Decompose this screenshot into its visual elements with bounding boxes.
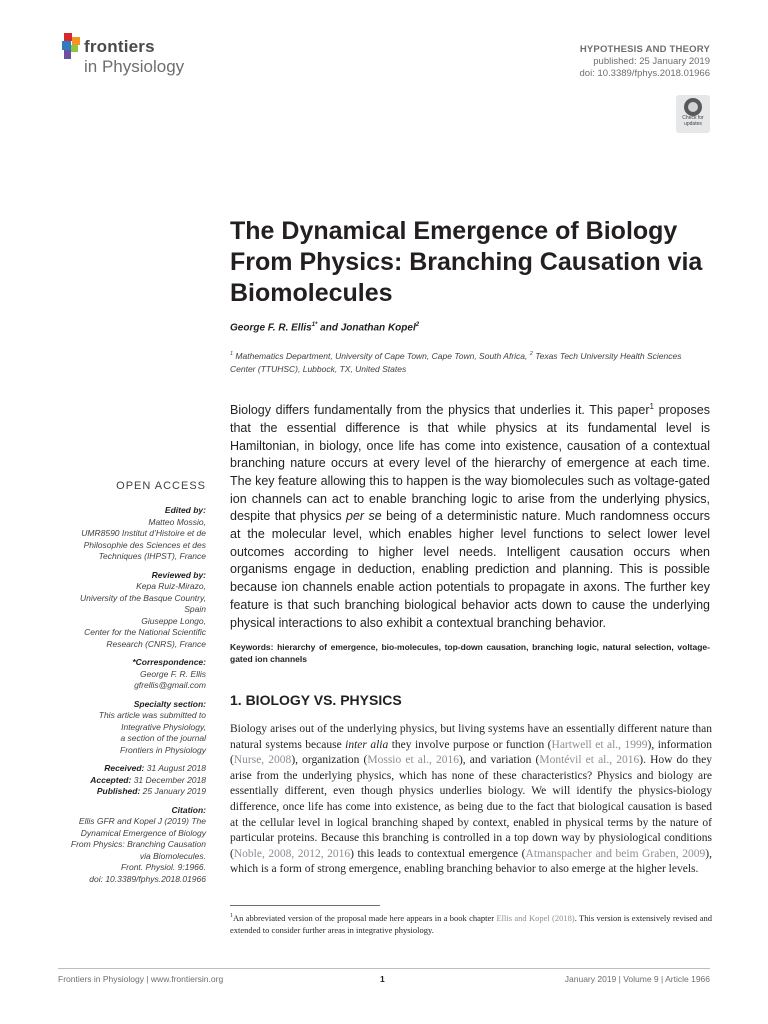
footnote-marker: 1: [230, 913, 233, 919]
specialty-line: This article was submitted to: [98, 710, 206, 720]
check-for-updates-badge[interactable]: [676, 95, 710, 133]
abstract-emphasis: per se: [346, 509, 382, 524]
reviewer-line: Kepa Ruiz-Mirazo,: [136, 581, 206, 591]
specialty-line: Integrative Physiology,: [121, 721, 206, 732]
page-number: 1: [380, 974, 385, 984]
editor-line: Matteo Mossio,: [148, 516, 206, 527]
abstract-text: being of a deterministic nature. Much randomness occurs at the molecular level, which enables higher level functions to select lower level outcomes according to higher level needs. Intelligent causation occurs when organisms engage in deduction, enabling prediction and planning. This is possible because ion channels enable action potentials to propagate in axons. The further key feature is that such branching biological behavior acts down to cause the underlying physical interactions to also exhibit a contextual branching behavior.: [230, 509, 711, 630]
citation-line: From Physics: Branching Causation: [70, 839, 206, 849]
author-list: [230, 322, 419, 333]
received-date: [48, 763, 206, 775]
citation-link[interactable]: Atmanspacher and beim Graben, 2009: [525, 847, 706, 860]
citation-link[interactable]: Ellis and Kopel (2018): [496, 912, 575, 923]
reviewer-line: Center for the National Scientific: [84, 627, 206, 637]
citation-label: Citation:: [171, 804, 206, 815]
reviewed-by-label: Reviewed by:: [151, 569, 206, 580]
specialty-line: a section of the journal: [120, 733, 206, 743]
citation-link[interactable]: Mossio et al., 2016: [367, 754, 459, 767]
journal-logo[interactable]: [58, 33, 198, 83]
citation-doi[interactable]: doi: 10.3389/fphys.2018.01966: [89, 873, 206, 884]
received-value: 31 August 2018: [144, 763, 206, 773]
reviewer-line: University of the Basque Country,: [80, 592, 206, 603]
check-for-updates-label: Check for updates: [682, 115, 704, 127]
reviewer-line: Spain: [184, 604, 206, 614]
correspondence-name: George F. R. Ellis: [140, 668, 206, 679]
section-body: [230, 722, 712, 878]
footnote-reference[interactable]: 1: [649, 402, 654, 411]
abstract-text: proposes that the essential difference is that while physics at its fundamental level is Hamiltonian, in biology, once life has come into existence, causation of a contextual branching nature occurs at every level of the hierarchy of emergence at each time. The key feature allowing this to happen is the way biomolecules such as voltage-gated ion channels can act to enable branching logic to arise from the underlying physics, despite that physics: [230, 403, 710, 524]
footnote-divider: [230, 905, 380, 906]
article-meta-header: [580, 44, 710, 80]
check-for-updates-icon: [684, 98, 702, 116]
body-emphasis: inter alia: [345, 738, 389, 751]
dates-block: [48, 763, 206, 798]
article-title: The Dynamical Emergence of Biology From Physics: Branching Causation via Biomolecules: [230, 217, 703, 307]
citation-line: via Biomolecules.: [139, 850, 206, 861]
footer-divider: [58, 968, 710, 969]
correspondence-email[interactable]: gfrellis@gmail.com: [134, 680, 206, 690]
editor-line: Philosophie des Sciences et des: [83, 539, 206, 550]
footnote: [230, 910, 712, 936]
correspondence-block: [48, 657, 206, 692]
body-text: Biology arises out of the underlying physics, but living systems have an essentially different nature than natural systems because: [230, 723, 712, 751]
specialty-section-label: Specialty section:: [133, 698, 206, 709]
published-date-sidebar: [48, 786, 206, 798]
frontiers-logo-icon: [58, 33, 82, 63]
author-name[interactable]: Jonathan Kopel: [340, 322, 416, 334]
affiliation-marker: 2: [529, 351, 533, 357]
reviewer-line: Research (CNRS), France: [106, 638, 206, 649]
footnote-text: . This version is extensively revised and extended to consider further areas in integrative physiology.: [230, 912, 712, 935]
citation-line: Front. Physiol. 9:1966.: [120, 862, 206, 872]
citation-link[interactable]: Nurse, 2008: [233, 754, 292, 767]
logo-text-frontiers: frontiers: [84, 37, 155, 56]
author-affiliation-marker: 1*: [311, 322, 318, 328]
citation-line: Dynamical Emergence of Biology: [80, 827, 206, 838]
specialty-line: Frontiers in Physiology: [120, 744, 206, 755]
author-name[interactable]: George F. R. Ellis: [230, 322, 312, 334]
edited-by-label: Edited by:: [164, 505, 206, 515]
accepted-date: [48, 775, 206, 787]
abstract-text: Biology differs fundamentally from the physics that underlies it. This paper: [230, 403, 650, 418]
citation-link[interactable]: Noble, 2008, 2012, 2016: [233, 847, 351, 860]
edited-by-block: [48, 505, 206, 563]
citation-line: Ellis GFR and Kopel J (2019) The: [78, 816, 206, 826]
author-separator: and: [317, 322, 341, 334]
affiliations: [230, 348, 700, 376]
article-doi[interactable]: doi: 10.3389/fphys.2018.01966: [579, 68, 710, 79]
footnote-text: An abbreviated version of the proposal made here appears in a book chapter: [233, 912, 497, 923]
footer-journal-link[interactable]: Frontiers in Physiology | www.frontiersin.org: [58, 974, 224, 984]
body-text: ), information (: [230, 738, 712, 767]
published-label: Published:: [96, 786, 141, 796]
editor-line: Techniques (IHPST), France: [98, 551, 206, 561]
reviewed-by-block: [48, 570, 206, 651]
citation-block: [48, 805, 206, 886]
article-type: HYPOTHESIS AND THEORY: [579, 44, 710, 55]
author-affiliation-marker: 2: [415, 322, 420, 328]
body-text: they involve purpose or function (: [388, 738, 552, 751]
affiliation-marker: 1: [230, 351, 234, 357]
body-text: ) this leads to contextual emergence (: [350, 847, 526, 860]
citation-link[interactable]: Montévil et al., 2016: [539, 754, 640, 767]
open-access-label: OPEN ACCESS: [116, 480, 206, 492]
section-heading: 1. BIOLOGY VS. PHYSICS: [230, 692, 402, 708]
body-text: ), organization (: [291, 754, 368, 767]
citation-link[interactable]: Hartwell et al., 1999: [551, 738, 648, 751]
abstract: [230, 398, 710, 632]
keywords: Keywords: hierarchy of emergence, bio-molecules, top-down causation, branching logic, natural selection, voltage-gated ion channels: [230, 642, 710, 664]
affiliation-text: Mathematics Department, University of Cape Town, Cape Town, South Africa,: [233, 350, 530, 361]
accepted-value: 31 December 2018: [131, 774, 206, 785]
affiliation-text: Texas Tech University Health Sciences Center (TTUHSC), Lubbock, TX, United States: [230, 350, 682, 374]
published-date: published: 25 January 2019: [593, 56, 710, 67]
specialty-section-block: [48, 699, 206, 757]
logo-text-journal: in Physiology: [84, 57, 185, 76]
received-label: Received:: [104, 763, 145, 773]
body-text: ), and variation (: [458, 754, 540, 767]
body-text: ). How do they arise from the underlying physics, which has none of these characteristics? Physics and biology are essentially different, even though physics underlies biology. We will identify the physics-biology difference, once life has come into existence, as being due to the fact that biological causation is based at the cellular level in logical branching shaped by context, enabled in physical terms by the nature of particular proteins. Because this branching is controlled in a top down way by physiological conditions (: [230, 754, 712, 860]
published-value: 25 January 2019: [140, 786, 206, 796]
reviewer-line: Giuseppe Longo,: [141, 615, 206, 626]
accepted-label: Accepted:: [90, 774, 132, 785]
body-text: ), which is a form of strong emergence, enabling branching behavior to also emerge at the higher levels.: [230, 847, 713, 876]
correspondence-label: *Correspondence:: [132, 657, 206, 667]
footer-issue-info: January 2019 | Volume 9 | Article 1966: [564, 974, 710, 984]
article-info-sidebar: [48, 505, 206, 892]
editor-line: UMR8590 Institut d’Histoire et de: [81, 528, 206, 538]
